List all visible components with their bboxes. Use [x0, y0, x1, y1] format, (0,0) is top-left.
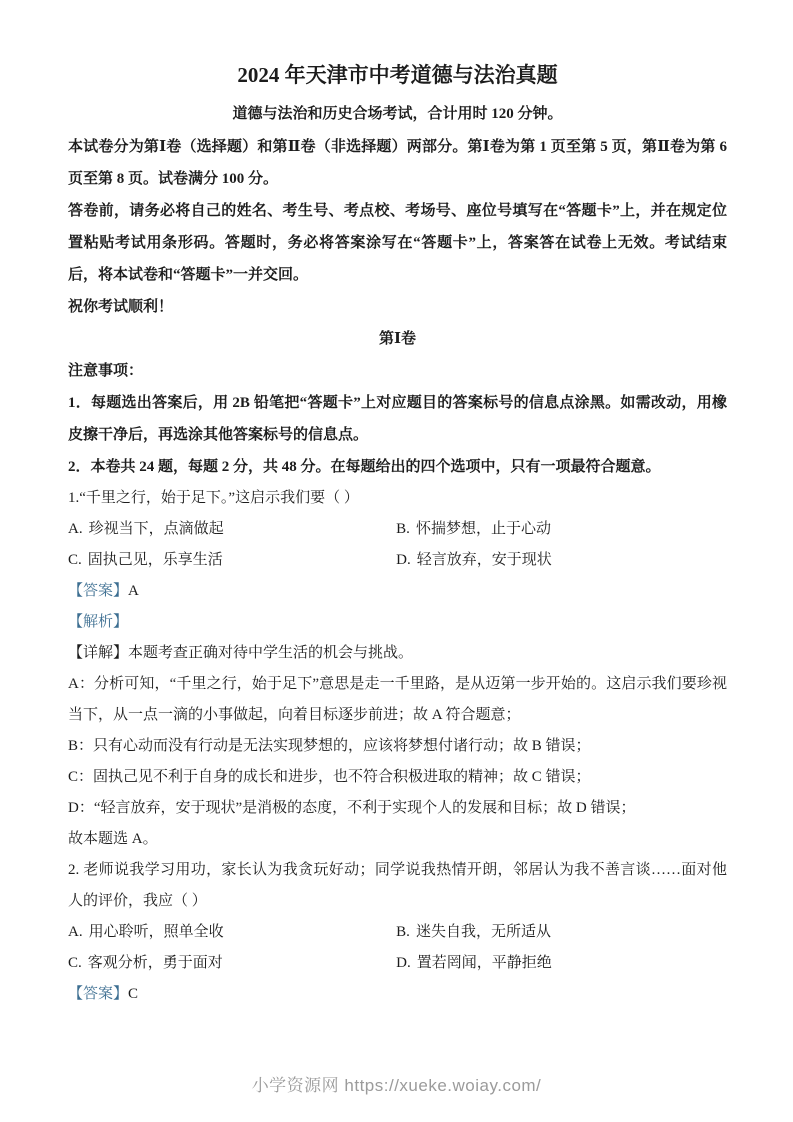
question-1-detail-line-a: A：分析可知，“千里之行，始于足下”意思是走一千里路，是从迈第一步开始的。这启示我们要珍视当下，从一点一滴的小事做起，向着目标逐步前进；故 A 符合题意； [68, 676, 727, 723]
question-1-option-a [68, 514, 396, 545]
note-item-2: 2．本卷共 24 题，每题 2 分，共 48 分。在每题给出的四个选项中，只有一项最符合题意。 [68, 459, 661, 475]
question-2-stem: 2. 老师说我学习用功，家长认为我贪玩好动；同学说我热情开朗，邻居认为我不善言谈……面对他人的评价，我应（ ） [68, 862, 727, 909]
site-credit-footer: 小学资源网 https://xueke.woiay.com/ [251, 1076, 542, 1095]
question-1-answer-row [68, 576, 727, 607]
option-label: B. [396, 521, 410, 537]
question-2-answer-row [68, 979, 727, 1010]
analysis-tag: 【解析】 [68, 614, 129, 630]
question-2-option-b [396, 917, 727, 948]
question-2-options [68, 917, 727, 979]
answer-value: A [128, 583, 139, 599]
option-text: 固执己见，乐享生活 [87, 552, 223, 568]
answer-tag: 【答案】 [68, 986, 129, 1002]
option-label: A. [68, 521, 83, 537]
option-label: C. [68, 955, 82, 971]
option-text: 怀揣梦想，止于心动 [415, 521, 551, 537]
question-1-option-d [396, 545, 727, 576]
question-1-option-b [396, 514, 727, 545]
option-text: 客观分析，勇于面对 [87, 955, 223, 971]
option-text: 珍视当下，点滴做起 [88, 521, 224, 537]
question-2-option-d [396, 948, 727, 979]
question-1-detail-line-b: B：只有心动而没有行动是无法实现梦想的，应该将梦想付诸行动；故 B 错误； [68, 738, 591, 754]
question-1-detail-conclusion: 故本题选 A。 [68, 831, 158, 847]
exam-wish-line: 祝你考试顺利！ [68, 299, 174, 315]
question-1-detail-line-d: D：“轻言放弃，安于现状”是消极的态度，不利于实现个人的发展和目标；故 D 错误； [68, 800, 636, 816]
intro-paragraph-1: 本试卷分为第Ⅰ卷（选择题）和第Ⅱ卷（非选择题）两部分。第Ⅰ卷为第 1 页至第 5 页，第Ⅱ卷为第 6 页至第 8 页。试卷满分 100 分。 [68, 139, 727, 187]
detail-tag: 【详解】 [68, 645, 129, 661]
notes-heading: 注意事项： [68, 363, 144, 379]
question-1-analysis-row [68, 607, 727, 638]
option-text: 轻言放弃，安于现状 [416, 552, 552, 568]
question-1-option-c [68, 545, 396, 576]
option-text: 用心聆听，照单全收 [88, 924, 224, 940]
option-label: D. [396, 552, 411, 568]
option-label: C. [68, 552, 82, 568]
answer-tag: 【答案】 [68, 583, 129, 599]
option-text: 迷失自我，无所适从 [415, 924, 551, 940]
question-1 [68, 483, 727, 855]
question-1-stem: 1.“千里之行，始于足下。”这启示我们要（ ） [68, 490, 359, 506]
note-item-1: 1．每题选出答案后，用 2B 铅笔把“答题卡”上对应题目的答案标号的信息点涂黑。如需改动，用橡皮擦干净后，再选涂其他答案标号的信息点。 [68, 395, 727, 443]
option-label: D. [396, 955, 411, 971]
document-title: 2024 年天津市中考道德与法治真题 [237, 63, 558, 87]
answer-value: C [128, 986, 139, 1002]
section-heading-volume-1: 第Ⅰ卷 [378, 331, 417, 347]
question-1-detail-line-c: C：固执己见不利于自身的成长和进步，也不符合积极进取的精神；故 C 错误； [68, 769, 591, 785]
question-1-options [68, 514, 727, 576]
question-2-option-c [68, 948, 396, 979]
intro-paragraph-2: 答卷前，请务必将自己的姓名、考生号、考点校、考场号、座位号填写在“答题卡”上，并在规定位置粘贴考试用条形码。答题时，务必将答案涂写在“答题卡”上，答案答在试卷上无效。考试结束后，将本试卷和“答题卡”一并交回。 [68, 203, 727, 283]
detail-intro: 本题考查正确对待中学生活的机会与挑战。 [128, 645, 414, 661]
option-text: 置若罔闻，平静拒绝 [416, 955, 552, 971]
option-label: B. [396, 924, 410, 940]
option-label: A. [68, 924, 83, 940]
exam-subtitle: 道德与法治和历史合场考试，合计用时 120 分钟。 [232, 106, 563, 122]
question-2 [68, 855, 727, 1010]
question-2-option-a [68, 917, 396, 948]
question-1-detail-intro-row [68, 638, 727, 669]
